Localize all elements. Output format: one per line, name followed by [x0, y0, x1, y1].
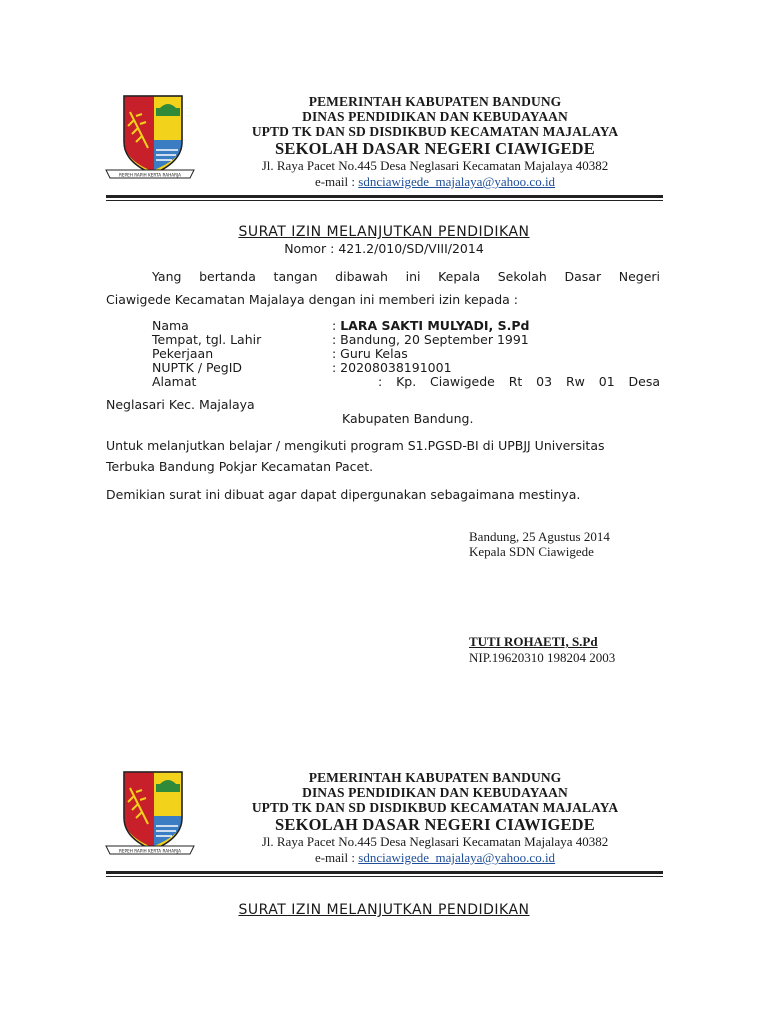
- letter-number: Nomor : 421.2/010/SD/VIII/2014: [284, 241, 484, 256]
- purpose-line-1: Untuk melanjutkan belajar / mengikuti program S1.PGSD-BI di UPBJJ Universitas: [106, 438, 605, 453]
- field-label-alamat: Alamat: [152, 374, 197, 389]
- letter-title: SURAT IZIN MELANJUTKAN PENDIDIKAN: [238, 224, 530, 240]
- kop-email-line: [190, 174, 680, 190]
- field-value-pekerjaan: : Guru Kelas: [332, 346, 408, 361]
- kop-email-line: [190, 850, 680, 866]
- bandung-regency-logo-icon: [104, 768, 196, 856]
- field-value-alamat: : Kp. Ciawigede Rt 03 Rw 01 Desa: [378, 374, 660, 389]
- kop-line-department: DINAS PENDIDIKAN DAN KEBUDAYAAN: [302, 785, 568, 800]
- field-label-pekerjaan: Pekerjaan: [152, 346, 214, 361]
- kop-line-government: PEMERINTAH KABUPATEN BANDUNG: [308, 94, 562, 109]
- bandung-regency-logo-icon: [104, 92, 196, 180]
- field-label-nuptk: NUPTK / PegID: [152, 360, 243, 375]
- intro-line-2: Ciawigede Kecamatan Majalaya dengan ini memberi izin kepada :: [106, 292, 519, 307]
- kop-school-name: SEKOLAH DASAR NEGERI CIAWIGEDE: [274, 815, 596, 834]
- field-label-nama: Nama: [152, 318, 189, 333]
- svg-text:REPEH RAPIH KERTA RAHARJA: REPEH RAPIH KERTA RAHARJA: [118, 172, 182, 178]
- email-link[interactable]: sdnciawigede_majalaya@yahoo.co.id: [358, 850, 556, 865]
- email-label: e-mail :: [314, 174, 359, 189]
- kop-line-uptd: UPTD TK DAN SD DISDIKBUD KECAMATAN MAJALAYA: [251, 124, 619, 139]
- field-value-nuptk: : 20208038191001: [332, 360, 452, 375]
- signature-place-date: Bandung, 25 Agustus 2014: [469, 529, 610, 544]
- kop-divider-thin: [106, 876, 663, 877]
- kop-line-government: PEMERINTAH KABUPATEN BANDUNG: [308, 770, 562, 785]
- signature-position: Kepala SDN Ciawigede: [469, 544, 594, 559]
- letterhead-repeat: [0, 768, 768, 898]
- letter-title-repeat: SURAT IZIN MELANJUTKAN PENDIDIKAN: [238, 902, 530, 918]
- svg-text:REPEH RAPIH KERTA RAHARJA: REPEH RAPIH KERTA RAHARJA: [118, 848, 182, 854]
- field-label-ttl: Tempat, tgl. Lahir: [152, 332, 262, 347]
- kop-line-uptd: UPTD TK DAN SD DISDIKBUD KECAMATAN MAJALAYA: [251, 800, 619, 815]
- signatory-name: TUTI ROHAETI, S.Pd: [469, 634, 598, 649]
- kop-divider-thin: [106, 200, 663, 201]
- kop-divider-thick: [106, 195, 663, 198]
- closing-sentence: Demikian surat ini dibuat agar dapat dipergunakan sebagaimana mestinya.: [106, 487, 581, 502]
- email-label: e-mail :: [314, 850, 359, 865]
- purpose-line-2: Terbuka Bandung Pokjar Kecamatan Pacet.: [106, 459, 374, 474]
- recipient-name: LARA SAKTI MULYADI, S.Pd: [340, 318, 530, 333]
- address-continuation-1: Neglasari Kec. Majalaya: [106, 397, 255, 412]
- kop-address: Jl. Raya Pacet No.445 Desa Neglasari Kecamatan Majalaya 40382: [261, 834, 609, 849]
- email-link[interactable]: sdnciawigede_majalaya@yahoo.co.id: [358, 174, 556, 189]
- intro-line-1: Yang bertanda tangan dibawah ini Kepala Sekolah Dasar Negeri: [152, 269, 660, 284]
- kop-address: Jl. Raya Pacet No.445 Desa Neglasari Kecamatan Majalaya 40382: [261, 158, 609, 173]
- kop-line-department: DINAS PENDIDIKAN DAN KEBUDAYAAN: [302, 109, 568, 124]
- field-value-nama: : LARA SAKTI MULYADI, S.Pd: [332, 318, 530, 333]
- signatory-nip: NIP.19620310 198204 2003: [469, 650, 616, 665]
- field-value-ttl: : Bandung, 20 September 1991: [332, 332, 529, 347]
- kop-divider-thick: [106, 871, 663, 874]
- letterhead: [0, 92, 768, 222]
- address-continuation-2: Kabupaten Bandung.: [342, 411, 474, 426]
- kop-school-name: SEKOLAH DASAR NEGERI CIAWIGEDE: [274, 139, 596, 158]
